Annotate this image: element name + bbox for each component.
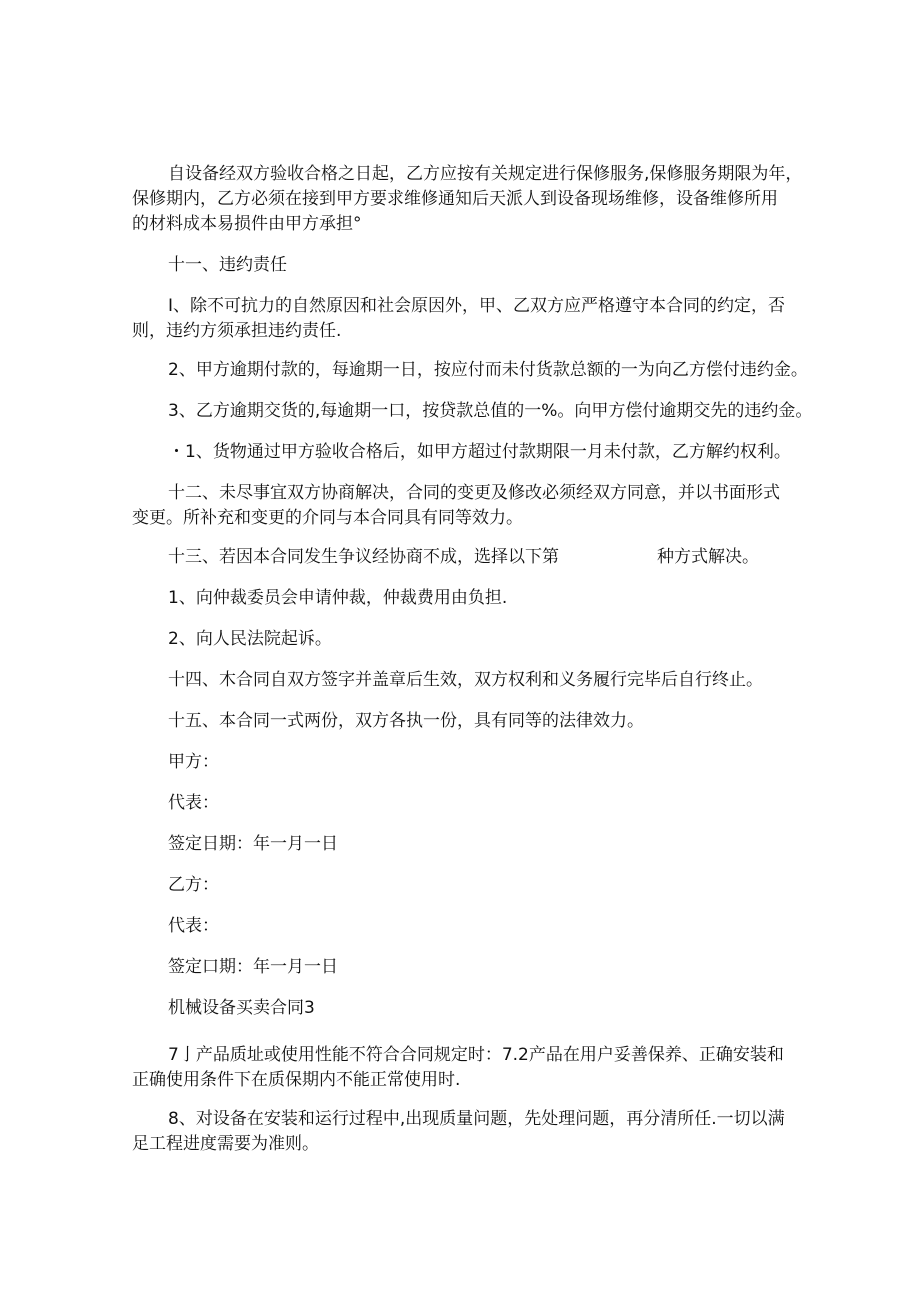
clause-11-1-line-2: 则，违约方须承担违约责任. (132, 321, 342, 341)
section-15: 十五、本合同一式两份，双方各执一份，具有同等的法律效力。 (168, 711, 644, 731)
party-b-label: 乙方： (168, 875, 219, 895)
clause-7-line-1: 7亅产品质址或使用性能不符合合同规定时：7.2产品在用户妥善保养、正确安装和 (168, 1045, 784, 1065)
clause-13-1: 1、向仲裁委员会申请仲裁，仲裁费用由负担. (168, 588, 508, 608)
section-13 (168, 545, 759, 569)
clause-8-line-2: 足工程进度需要为准则。 (132, 1134, 319, 1154)
section-13-tail: 种方式解决。 (657, 547, 759, 567)
section-12-line-1: 十二、未尽事宜双方协商解决，合同的变更及修改必须经双方同意，并以书面形式 (168, 483, 780, 503)
clause-8-line-1: 8、对设备在安装和运行过程中,出现质量问题，先处理问题，再分清所任.一切以满 (168, 1109, 785, 1129)
section-12-line-2: 变更。所补充和变更的介同与本合同具有同等效力。 (132, 508, 523, 528)
clause-11-2: 2、甲方逾期付款的，每逾期一日，按应付而未付货款总额的一为向乙方偿付违约金。 (168, 360, 808, 380)
party-a-sign-date: 签定日期：年一月一日 (168, 834, 338, 854)
clause-7-line-2: 正确使用条件下在质保期内不能正常使用时. (132, 1070, 461, 1090)
paragraph-warranty-line-2: 保修期内，乙方必须在接到甲方要求维修通知后天派人到设备现场维修，设备维修所用 (132, 189, 778, 209)
clause-13-2: 2、向人民法院起诉。 (168, 629, 332, 649)
paragraph-warranty-line-3: 的材料成本易损件由甲方承担° (132, 214, 362, 234)
clause-11-4: ・1、货物通过甲方验收合格后，如甲方超过付款期限一月未付款，乙方解约权利。 (168, 442, 791, 462)
party-a-label: 甲方： (168, 752, 219, 772)
document-title-3: 机械设备买卖合同3 (168, 998, 315, 1018)
party-b-sign-date: 签定口期：年一月一日 (168, 957, 338, 977)
clause-11-1-line-1: I、除不可抗力的自然原因和社会原因外，甲、乙双方应严格遵守本合同的约定，否 (168, 296, 786, 316)
section-heading-11: 十一、违约责任 (168, 255, 287, 275)
clause-11-3: 3、乙方逾期交货的,每逾期一口，按贷款总值的一%。向甲方偿付逾期交先的违约金。 (168, 401, 813, 421)
party-a-representative: 代表： (168, 793, 219, 813)
party-b-representative: 代表： (168, 916, 219, 936)
section-13-text: 十三、若因本合同发生争议经协商不成，选择以下第 (168, 547, 559, 567)
paragraph-warranty-line-1: 自设备经双方验收合格之日起，乙方应按有关规定进行保修服务,保修服务期限为年， (168, 164, 803, 184)
section-14: 十四、木合同自双方签字并盖章后生效，双方权利和义务履行完毕后自行终止。 (168, 670, 763, 690)
